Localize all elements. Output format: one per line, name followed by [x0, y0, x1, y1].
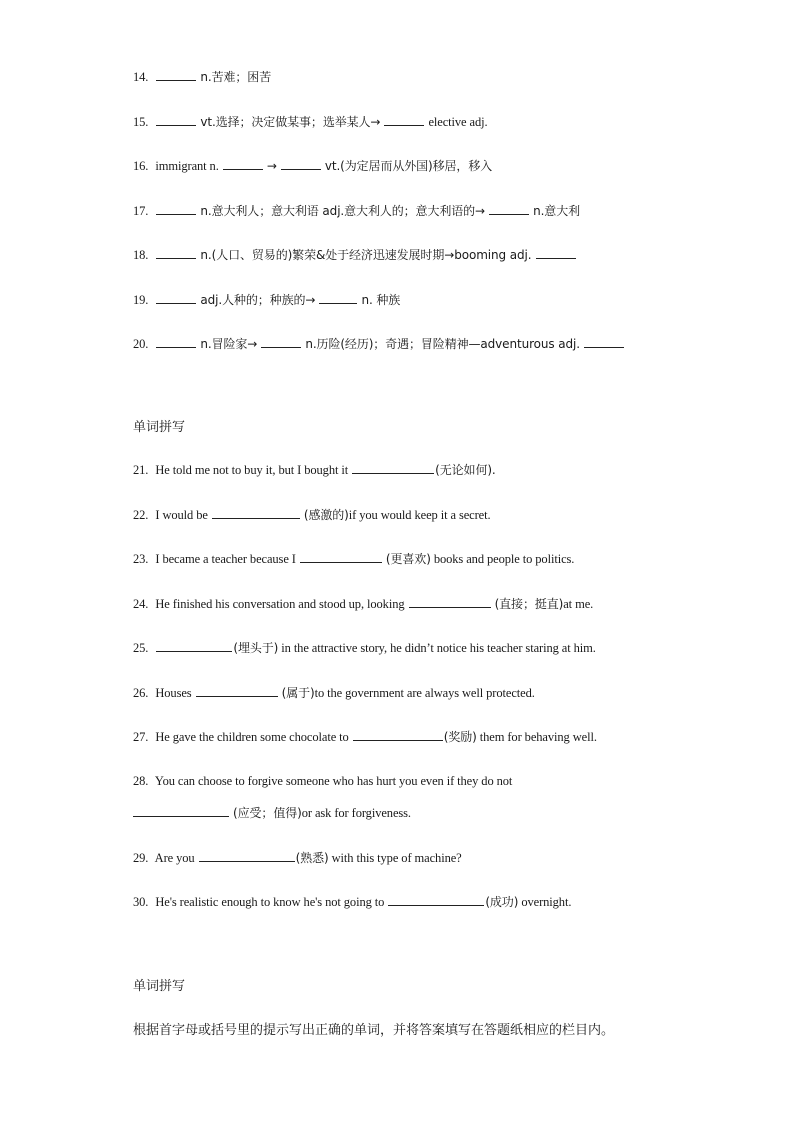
spelling-item-22: 22. I would be (感激的)if you would keep it a secret. [133, 508, 491, 522]
answer-blank[interactable] [156, 335, 196, 348]
answer-blank[interactable] [156, 68, 196, 81]
answer-blank[interactable] [388, 893, 484, 906]
vocab-item-16: 16. immigrant n. → vt.(为定居而从外国)移居，移入 [133, 159, 493, 173]
section-heading: 单词拼写 [133, 420, 186, 435]
answer-blank[interactable] [156, 291, 196, 304]
answer-blank[interactable] [319, 291, 357, 304]
answer-blank[interactable] [352, 461, 434, 474]
answer-blank[interactable] [409, 595, 491, 608]
answer-blank[interactable] [300, 550, 382, 563]
answer-blank[interactable] [156, 246, 196, 259]
answer-blank[interactable] [223, 157, 263, 170]
spelling-item-24: 24. He finished his conversation and stood up, looking (直接；挺直)at me. [133, 597, 594, 611]
vocab-item-18: 18. n.(人口、贸易的)繁荣&处于经济迅速发展时期→booming adj. [133, 246, 773, 263]
answer-blank[interactable] [156, 113, 196, 126]
section-heading-2: 单词拼写 [133, 979, 186, 994]
spelling-item-25: 25. (埋头于) in the attractive story, he didn’t notice his teacher staring at him. [133, 641, 596, 655]
instruction-text: 根据首字母或括号里的提示写出正确的单词，并将答案填写在答题纸相应的栏目内。 [133, 1023, 615, 1038]
answer-blank[interactable] [156, 639, 232, 652]
vocab-item-15: 15. vt.选择；决定做某事；选举某人→ elective adj. [133, 115, 488, 129]
spelling-item-29: 29. Are you (熟悉) with this type of machine? [133, 851, 462, 865]
answer-blank[interactable] [156, 202, 196, 215]
vocab-item-14: 14. n.苦难；困苦 [133, 70, 272, 84]
answer-blank[interactable] [281, 157, 321, 170]
spelling-item-28: 28. You can choose to forgive someone who has hurt you even if they do not [133, 774, 513, 788]
vocab-item-20: 20. n.冒险家→ n.历险(经历)；奇遇；冒险精神—adventurous adj. [133, 335, 773, 352]
answer-blank[interactable] [353, 728, 443, 741]
answer-blank[interactable] [199, 849, 295, 862]
vocab-item-17: 17. n.意大利人；意大利语 adj.意大利人的；意大利语的→ n.意大利 [133, 204, 580, 218]
spelling-item-30: 30. He's realistic enough to know he's not going to (成功) overnight. [133, 895, 572, 909]
vocab-item-19: 19. adj.人种的；种族的→ n. 种族 [133, 293, 401, 307]
answer-blank[interactable] [212, 506, 300, 519]
spelling-item-26: 26. Houses (属于)to the government are always well protected. [133, 686, 535, 700]
answer-blank[interactable] [133, 804, 229, 817]
spelling-item-27: 27. He gave the children some chocolate to (奖励) them for behaving well. [133, 730, 597, 744]
spelling-item-23: 23. I became a teacher because I (更喜欢) books and people to politics. [133, 552, 575, 566]
spelling-item-21: 21. He told me not to buy it, but I bought it (无论如何). [133, 463, 496, 477]
answer-blank[interactable] [261, 335, 301, 348]
answer-blank[interactable] [584, 335, 624, 348]
answer-blank[interactable] [536, 246, 576, 259]
spelling-item-28-continued: (应受；值得)or ask for forgiveness. [133, 804, 773, 821]
answer-blank[interactable] [384, 113, 424, 126]
answer-blank[interactable] [489, 202, 529, 215]
answer-blank[interactable] [196, 684, 278, 697]
